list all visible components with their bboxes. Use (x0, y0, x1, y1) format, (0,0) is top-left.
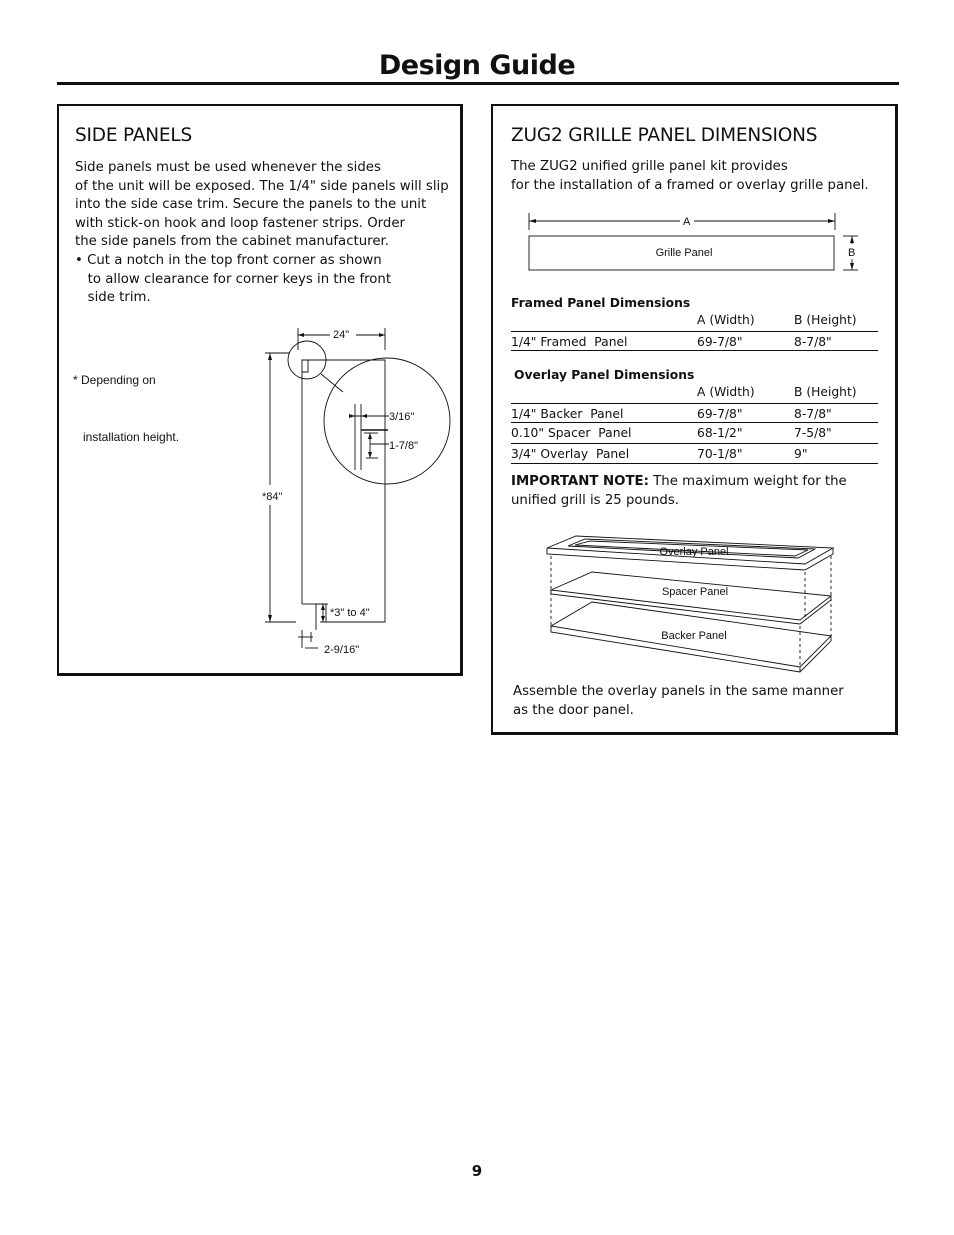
cell: 1/4" Framed Panel (511, 334, 628, 349)
cell: 3/4" Overlay Panel (511, 446, 630, 461)
closing-paragraph (513, 683, 893, 720)
cell: 0.10" Spacer Panel (511, 426, 632, 440)
height-label: *84" (262, 491, 283, 503)
grille-panel-label: Grille Panel (655, 247, 713, 259)
notch-height-label: 1-7/8" (389, 440, 418, 452)
header-height: B (Height) (794, 385, 857, 399)
note-text: The maximum weight for the unified grill is 25 pounds. (511, 474, 847, 508)
width-label: 24" (333, 329, 350, 341)
cell: 9" (794, 446, 808, 461)
cell: 68-1/2" (697, 426, 743, 440)
cell: 69-7/8" (697, 334, 743, 349)
header-width: A (Width) (697, 385, 755, 399)
spacer-panel-label: Spacer Panel (661, 586, 729, 598)
toe-depth-label: 2-9/16" (324, 644, 360, 656)
bullet-line: side trim. (75, 290, 151, 306)
paragraph-line: into the side case trim. Secure the panels to the unit (75, 197, 427, 213)
zug2-heading: ZUG2 GRILLE PANEL DIMENSIONS (511, 125, 818, 146)
cell: 70-1/8" (697, 446, 743, 461)
note-label: IMPORTANT NOTE: (511, 474, 649, 489)
page-title: Design Guide (378, 50, 576, 81)
closing-line: Assemble the overlay panels in the same manner (513, 684, 844, 699)
footnote-line: * Depending on (73, 373, 156, 387)
closing-line: as the door panel. (513, 702, 634, 718)
side-panels-heading: SIDE PANELS (75, 125, 193, 146)
intro-line: for the installation of a framed or overlay grille panel. (511, 177, 869, 193)
framed-table-title: Framed Panel Dimensions (511, 296, 691, 310)
cell: 1/4" Backer Panel (511, 406, 624, 421)
header-height: B (Height) (794, 313, 857, 327)
paragraph-line: with stick-on hook and loop fastener strips. Order (75, 215, 405, 231)
cell: 8-7/8" (794, 334, 832, 349)
notch-depth-label: 3/16" (389, 411, 415, 423)
overlay-panel-label: Overlay Panel (659, 546, 729, 558)
cell: 7-5/8" (794, 426, 832, 440)
a-label: A (683, 216, 691, 228)
bullet-line: to allow clearance for corner keys in the front (75, 271, 392, 287)
intro-line: The ZUG2 unified grille panel kit provides (511, 159, 788, 174)
bullet-line: • Cut a notch in the top front corner as shown (75, 252, 382, 268)
paragraph-line: Side panels must be used whenever the sides (75, 160, 381, 175)
paragraph-line: of the unit will be exposed. The 1/4" side panels will slip (75, 178, 449, 194)
overlay-table-title: Overlay Panel Dimensions (514, 368, 695, 382)
paragraph-line: the side panels from the cabinet manufacturer. (75, 234, 389, 250)
cell: 8-7/8" (794, 406, 832, 421)
footnote-line: installation height. (73, 430, 180, 444)
cell: 69-7/8" (697, 406, 743, 421)
backer-panel-label: Backer Panel (661, 630, 727, 642)
b-label: B (848, 247, 856, 259)
header-width: A (Width) (697, 313, 755, 327)
page-number: 9 (471, 1162, 483, 1180)
toe-label: *3" to 4" (330, 607, 370, 619)
